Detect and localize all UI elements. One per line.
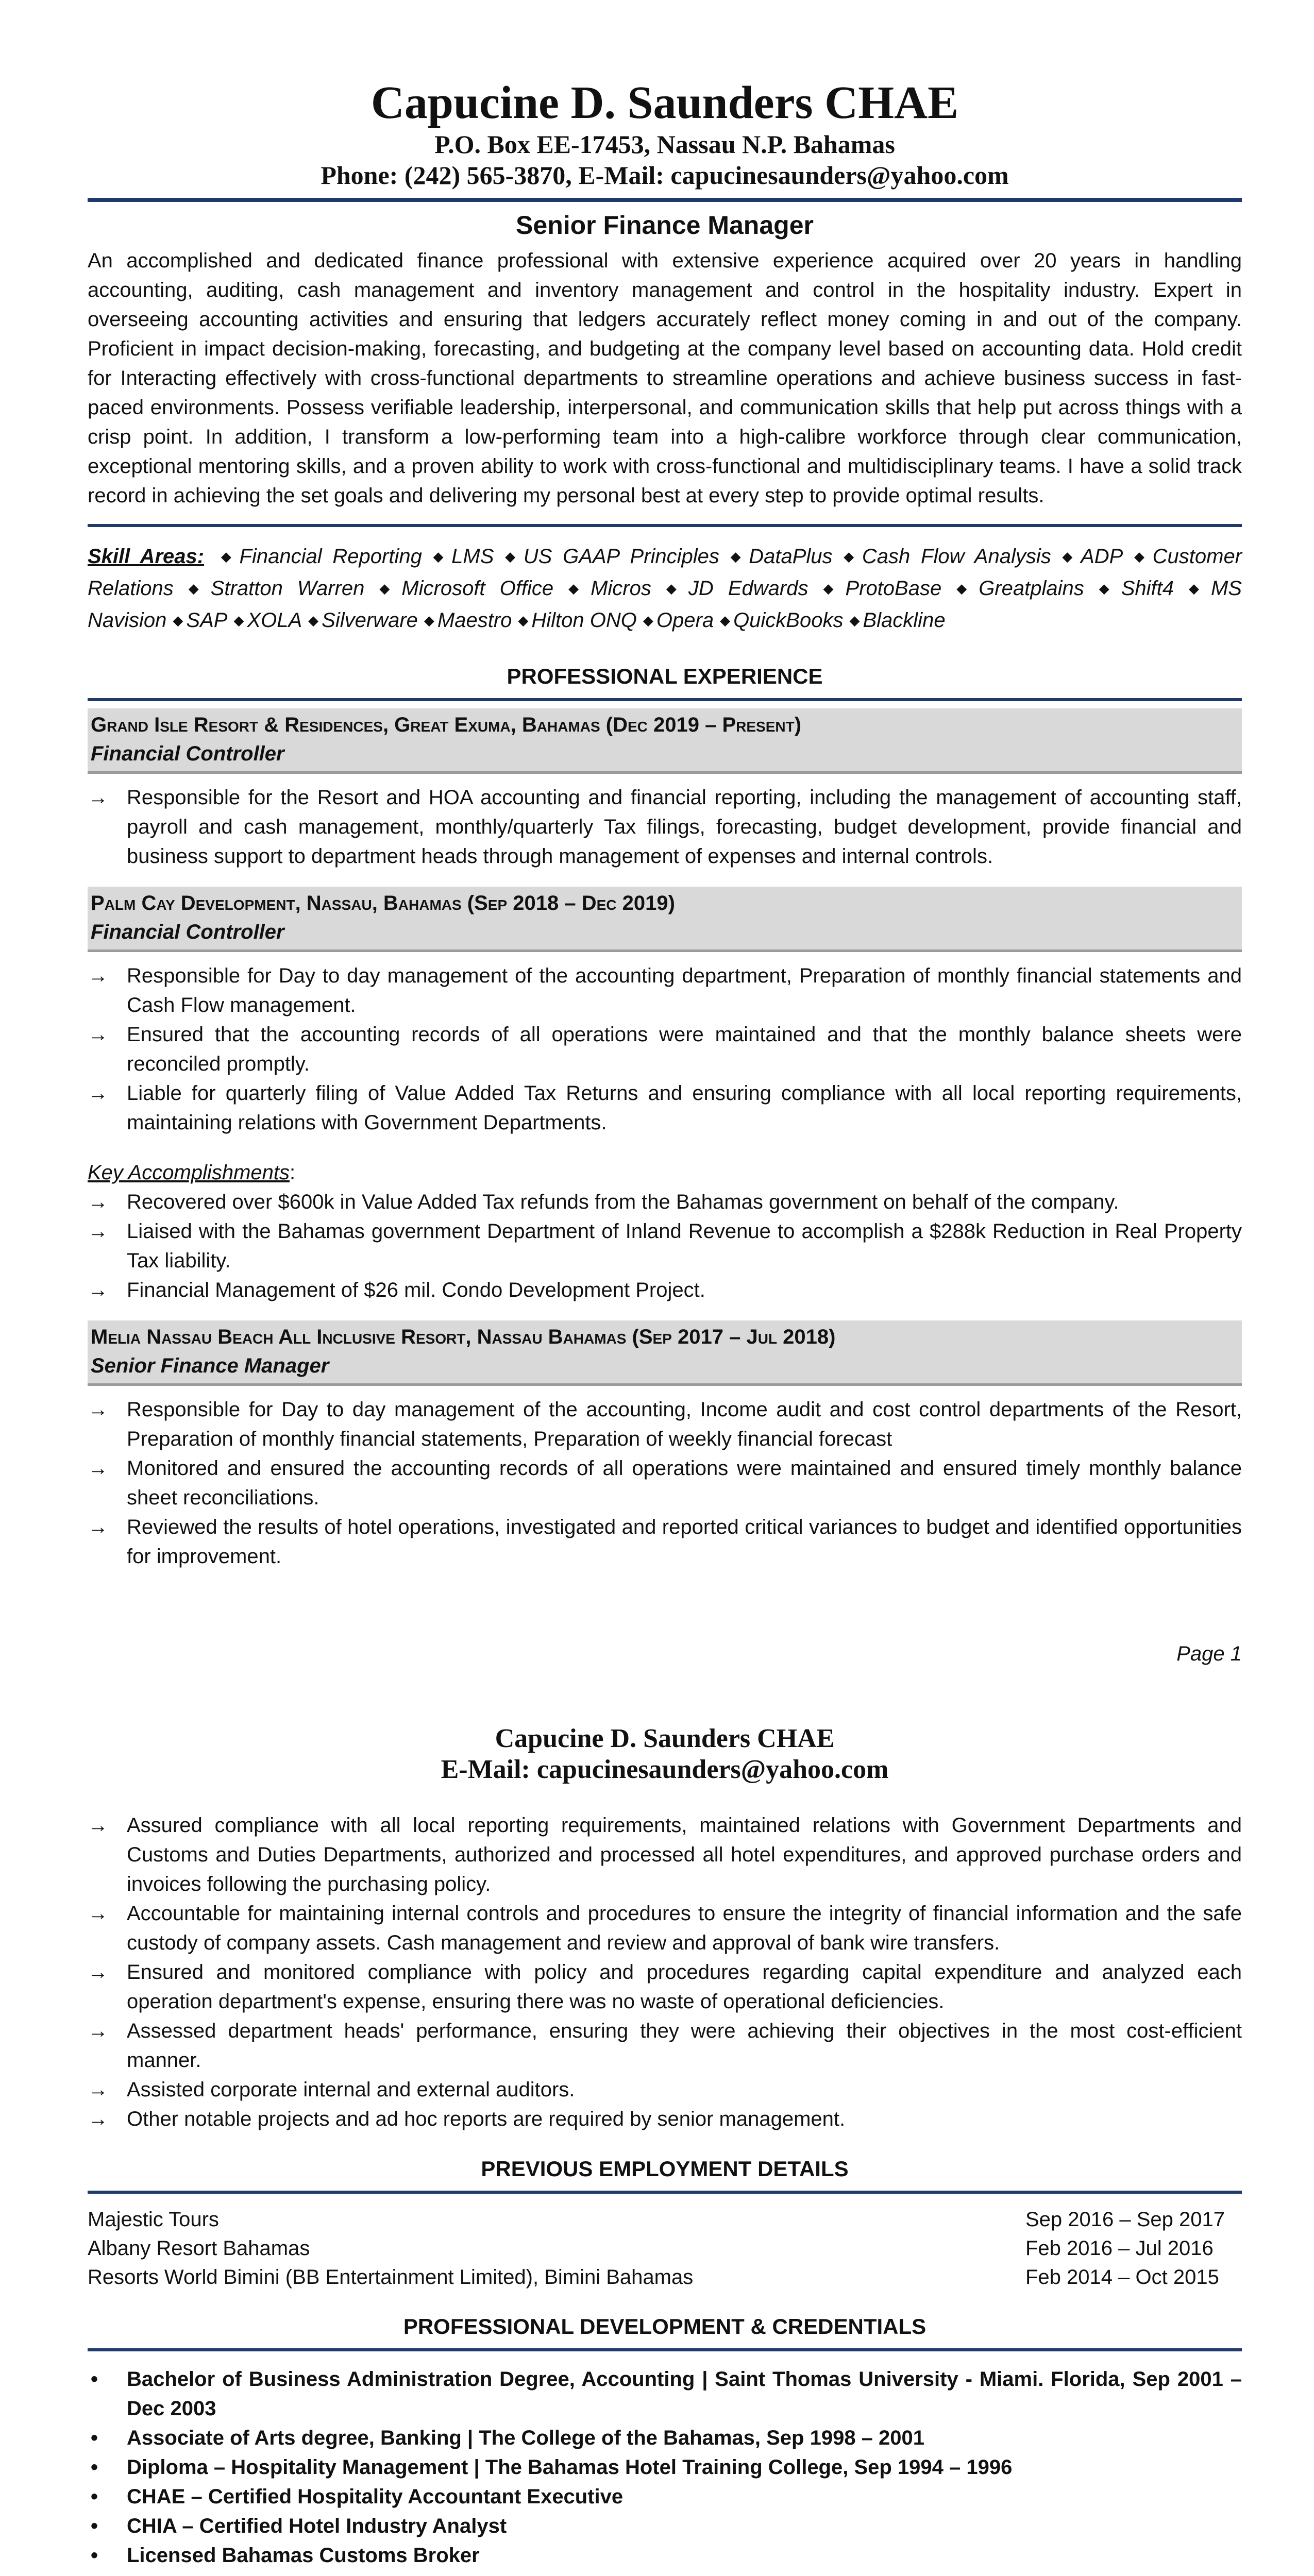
skill-list <box>88 545 1242 632</box>
candidate-name: Capucine D. Saunders CHAE <box>370 77 959 128</box>
diamond-icon: ◆ <box>1057 549 1078 564</box>
bullet-dot-icon: • <box>91 2456 98 2479</box>
credential-text: Associate of Arts degree, Banking | The College of the Bahamas, Sep 1998 – 2001 <box>127 2427 925 2449</box>
job-bullets <box>88 783 1242 871</box>
arrow-icon: → <box>88 1082 108 1105</box>
headline-title: Senior Finance Manager <box>516 211 814 240</box>
credential-text: Diploma – Hospitality Management | The Bahamas Hotel Training College, Sep 1994 – 1996 <box>127 2456 1013 2479</box>
skill-areas-label: Skill Areas: <box>88 545 205 568</box>
resume-page-2 <box>0 1700 1314 2576</box>
arrow-icon: → <box>88 1516 108 1538</box>
job-role: Financial Controller <box>91 742 284 765</box>
job-header <box>88 708 1242 774</box>
skill-item: QuickBooks <box>733 609 844 632</box>
bullet-dot-icon: • <box>91 2368 98 2391</box>
bullet-text: Other notable projects and ad hoc reports are required by senior management. <box>127 2108 846 2130</box>
bullet-text: Responsible for Day to day management of the accounting, Income audit and cost control departments of the Resort, Preparation of monthly financial statements, Preparation of weekly financial forecast <box>127 1398 1242 1450</box>
credentials-heading: PROFESSIONAL DEVELOPMENT & CREDENTIALS <box>403 2314 926 2338</box>
job-bullets <box>88 961 1242 1138</box>
skill-item: Greatplains <box>979 577 1084 600</box>
job-header <box>88 1320 1242 1386</box>
bullet-text: Accountable for maintaining internal controls and procedures to ensure the integrity of financial information and the safe custody of company assets. Cash management and review and approval of bank wire transfers. <box>127 1902 1242 1954</box>
arrow-icon: → <box>88 1023 108 1046</box>
job-role: Financial Controller <box>91 921 284 943</box>
bullet-text: Responsible for Day to day management of the accounting department, Preparation of monthly financial statements and Cash Flow management. <box>127 964 1242 1016</box>
skill-item: Micros <box>591 577 651 600</box>
skill-item: ProtoBase <box>845 577 942 600</box>
arrow-icon: → <box>88 1457 108 1480</box>
job-company: Melia Nassau Beach All Inclusive Resort, Nassau Bahamas (Sep 2017 – Jul 2018) <box>91 1326 836 1348</box>
job-header <box>88 887 1242 952</box>
experience-divider <box>88 698 1242 701</box>
employment-dates: Feb 2014 – Oct 2015 <box>1025 2266 1219 2289</box>
credentials-list <box>88 2365 1242 2570</box>
employment-dates: Feb 2016 – Jul 2016 <box>1025 2237 1214 2260</box>
employer-name: Resorts World Bimini (BB Entertainment Limited), Bimini Bahamas <box>88 2266 694 2289</box>
credential-item <box>88 2541 1242 2570</box>
credential-text: Licensed Bahamas Customs Broker <box>127 2544 480 2567</box>
credential-item <box>88 2453 1242 2482</box>
bullet-text: Assessed department heads' performance, ensuring they were achieving their objectives in the most cost-efficient manner. <box>127 2020 1242 2072</box>
skill-item: US GAAP Principles <box>523 545 719 568</box>
summary-paragraph: An accomplished and dedicated finance professional with extensive experience acquired over 20 years in handling accounting, auditing, cash management and inventory management and control in the hospitality industry. Expert in overseeing accounting activities and ensuring that ledgers accurately reflect money coming in and out of the company. Proficient in impact decision-making, forecasting, and budgeting at the company level based on accounting data. Hold credit for Interacting effectively with cross-functional departments to streamline operations and achieve business success in fast-paced environments. Possess verifiable leadership, interpersonal, and communication skills that help put across things with a crisp point. In addition, I transform a low-performing team into a high-calibre workforce through clear communication, exceptional mentoring skills, and a proven ability to work with cross-functional and multidisciplinary teams. I have a solid track record in achieving the set goals and delivering my personal best at every step to provide optimal results. <box>88 249 1242 507</box>
credential-item <box>88 2424 1242 2453</box>
bullet-text: Liaised with the Bahamas government Department of Inland Revenue to accomplish a $288k Reduction in Real Property Tax liability. <box>127 1220 1242 1272</box>
bullet-text: Monitored and ensured the accounting records of all operations were maintained and ensured timely monthly balance sheet reconciliations. <box>127 1457 1242 1509</box>
arrow-icon: → <box>88 2108 108 2130</box>
employer-name: Albany Resort Bahamas <box>88 2237 310 2260</box>
diamond-icon: ◆ <box>720 613 731 628</box>
arrow-icon: → <box>88 964 108 987</box>
continued-bullets <box>88 1811 1242 2134</box>
skill-item: Opera <box>656 609 714 632</box>
skill-item: Stratton Warren <box>210 577 365 600</box>
skill-item: Blackline <box>863 609 946 632</box>
arrow-icon: → <box>88 2020 108 2042</box>
arrow-icon: → <box>88 1902 108 1925</box>
skill-item: ADP <box>1081 545 1123 568</box>
bullet-item <box>88 961 1242 1020</box>
diamond-icon: ◆ <box>179 581 208 596</box>
diamond-icon: ◆ <box>221 549 237 564</box>
diamond-icon: ◆ <box>1129 549 1150 564</box>
diamond-icon: ◆ <box>370 581 399 596</box>
bullet-item <box>88 2075 1242 2105</box>
bullet-item <box>88 1811 1242 1899</box>
arrow-icon: → <box>88 1398 108 1421</box>
arrow-icon: → <box>88 1814 108 1837</box>
skill-item: Silverware <box>322 609 418 632</box>
diamond-icon: ◆ <box>233 613 244 628</box>
skill-item: SAP <box>186 609 228 632</box>
bullet-item <box>88 1958 1242 2016</box>
table-row <box>88 2234 1242 2263</box>
job-role: Senior Finance Manager <box>91 1354 329 1377</box>
skills-divider <box>88 524 1242 527</box>
bullet-dot-icon: • <box>91 2427 98 2449</box>
bullet-item <box>88 2016 1242 2075</box>
page2-email: E-Mail: capucinesaunders@yahoo.com <box>441 1755 889 1784</box>
diamond-icon: ◆ <box>424 613 434 628</box>
diamond-icon: ◆ <box>560 581 588 596</box>
bullet-text: Assisted corporate internal and external auditors. <box>127 2078 575 2101</box>
credential-text: Bachelor of Business Administration Degree, Accounting | Saint Thomas University - Miami. Florida, Sep 2001 – Dec 2003 <box>127 2368 1242 2420</box>
arrow-icon: → <box>88 1191 108 1213</box>
bullet-text: Financial Management of $26 mil. Condo Development Project. <box>127 1279 705 1301</box>
skill-item: Cash Flow Analysis <box>862 545 1051 568</box>
accomplishments-label-text: Key Accomplishments <box>88 1161 290 1184</box>
previous-employment-divider <box>88 2191 1242 2194</box>
bullet-text: Liable for quarterly filing of Value Added Tax Returns and ensuring compliance with all local reporting requirements, maintaining relations with Government Departments. <box>127 1082 1242 1134</box>
page2-name: Capucine D. Saunders CHAE <box>495 1724 835 1753</box>
header-divider <box>88 198 1242 202</box>
diamond-icon: ◆ <box>518 613 529 628</box>
arrow-icon: → <box>88 1279 108 1301</box>
diamond-icon: ◆ <box>1090 581 1118 596</box>
bullet-text: Reviewed the results of hotel operations, investigated and reported critical variances to budget and identified opportunities for improvement. <box>127 1516 1242 1568</box>
skill-item: Hilton ONQ <box>531 609 637 632</box>
diamond-icon: ◆ <box>173 613 183 628</box>
diamond-icon: ◆ <box>308 613 319 628</box>
skill-item: LMS <box>451 545 494 568</box>
bullet-item <box>88 1217 1242 1276</box>
bullet-text: Responsible for the Resort and HOA accounting and financial reporting, including the management of accounting staff, payroll and cash management, monthly/quarterly Tax filings, forecasting, budget development, provide financial and business support to department heads through management of expenses and internal controls. <box>127 786 1242 868</box>
credential-item <box>88 2512 1242 2541</box>
experience-heading: PROFESSIONAL EXPERIENCE <box>507 664 823 688</box>
previous-employment-heading: PREVIOUS EMPLOYMENT DETAILS <box>481 2157 849 2181</box>
skill-item: Financial Reporting <box>239 545 422 568</box>
postal-address: P.O. Box EE-17453, Nassau N.P. Bahamas <box>434 130 895 159</box>
bullet-item <box>88 1899 1242 1958</box>
credential-item <box>88 2482 1242 2512</box>
bullet-text: Recovered over $600k in Value Added Tax refunds from the Bahamas government on behalf of the company. <box>127 1191 1119 1213</box>
credential-text: CHIA – Certified Hotel Industry Analyst <box>127 2515 507 2537</box>
arrow-icon: → <box>88 2078 108 2101</box>
bullet-text: Assured compliance with all local reporting requirements, maintained relations with Government Departments and Customs and Duties Departments, authorized and processed all hotel expenditures, and approved purchase orders and invoices following the purchasing policy. <box>127 1814 1242 1895</box>
accomplishment-bullets <box>88 1188 1242 1305</box>
accomplishments-label: Key Accomplishments: <box>88 1161 296 1184</box>
credential-text: CHAE – Certified Hospitality Accountant Executive <box>127 2485 624 2508</box>
diamond-icon: ◆ <box>948 581 976 596</box>
skill-item: JD Edwards <box>688 577 808 600</box>
job-company: Grand Isle Resort & Residences, Great Exuma, Bahamas (Dec 2019 – Present) <box>91 714 802 736</box>
skill-item: Maestro <box>437 609 512 632</box>
table-row <box>88 2263 1242 2292</box>
phone-email: Phone: (242) 565-3870, E-Mail: capucinesaunders@yahoo.com <box>321 161 1009 190</box>
bullet-dot-icon: • <box>91 2515 98 2537</box>
bullet-item <box>88 1079 1242 1138</box>
credential-item <box>88 2365 1242 2424</box>
employment-dates: Sep 2016 – Sep 2017 <box>1025 2208 1225 2231</box>
bullet-text: Ensured and monitored compliance with policy and procedures regarding capital expenditure and analyzed each operation department's expense, ensuring there was no waste of operational deficiencies. <box>127 1961 1242 2013</box>
diamond-icon: ◆ <box>643 613 653 628</box>
diamond-icon: ◆ <box>657 581 685 596</box>
bullet-dot-icon: • <box>91 2544 98 2567</box>
bullet-text: Ensured that the accounting records of all operations were maintained and that the monthly balance sheets were reconciled promptly. <box>127 1023 1242 1075</box>
skill-item: DataPlus <box>749 545 833 568</box>
job-bullets <box>88 1395 1242 1571</box>
bullet-item <box>88 1454 1242 1513</box>
page-number: Page 1 <box>1176 1642 1242 1665</box>
skill-item: XOLA <box>247 609 302 632</box>
skill-item: Shift4 <box>1121 577 1174 600</box>
employer-name: Majestic Tours <box>88 2208 219 2231</box>
credentials-divider <box>88 2348 1242 2351</box>
diamond-icon: ◆ <box>838 549 859 564</box>
bullet-item <box>88 1188 1242 1217</box>
diamond-icon: ◆ <box>1180 581 1208 596</box>
bullet-item <box>88 1020 1242 1079</box>
skill-item: MS Navision <box>88 577 1242 632</box>
skill-areas <box>88 540 1242 636</box>
bullet-item <box>88 2105 1242 2134</box>
diamond-icon: ◆ <box>849 613 860 628</box>
bullet-item <box>88 783 1242 871</box>
skill-item: Microsoft Office <box>401 577 554 600</box>
diamond-icon: ◆ <box>428 549 449 564</box>
bullet-dot-icon: • <box>91 2485 98 2508</box>
bullet-item <box>88 1276 1242 1305</box>
bullet-item <box>88 1513 1242 1571</box>
table-row <box>88 2205 1242 2234</box>
job-company: Palm Cay Development, Nassau, Bahamas (Sep 2018 – Dec 2019) <box>91 892 675 914</box>
bullet-item <box>88 1395 1242 1454</box>
arrow-icon: → <box>88 1961 108 1984</box>
diamond-icon: ◆ <box>500 549 520 564</box>
skill-item: Customer Relations <box>88 545 1242 600</box>
arrow-icon: → <box>88 786 108 809</box>
diamond-icon: ◆ <box>814 581 843 596</box>
previous-employment-table <box>88 2205 1242 2292</box>
arrow-icon: → <box>88 1220 108 1243</box>
diamond-icon: ◆ <box>725 549 746 564</box>
